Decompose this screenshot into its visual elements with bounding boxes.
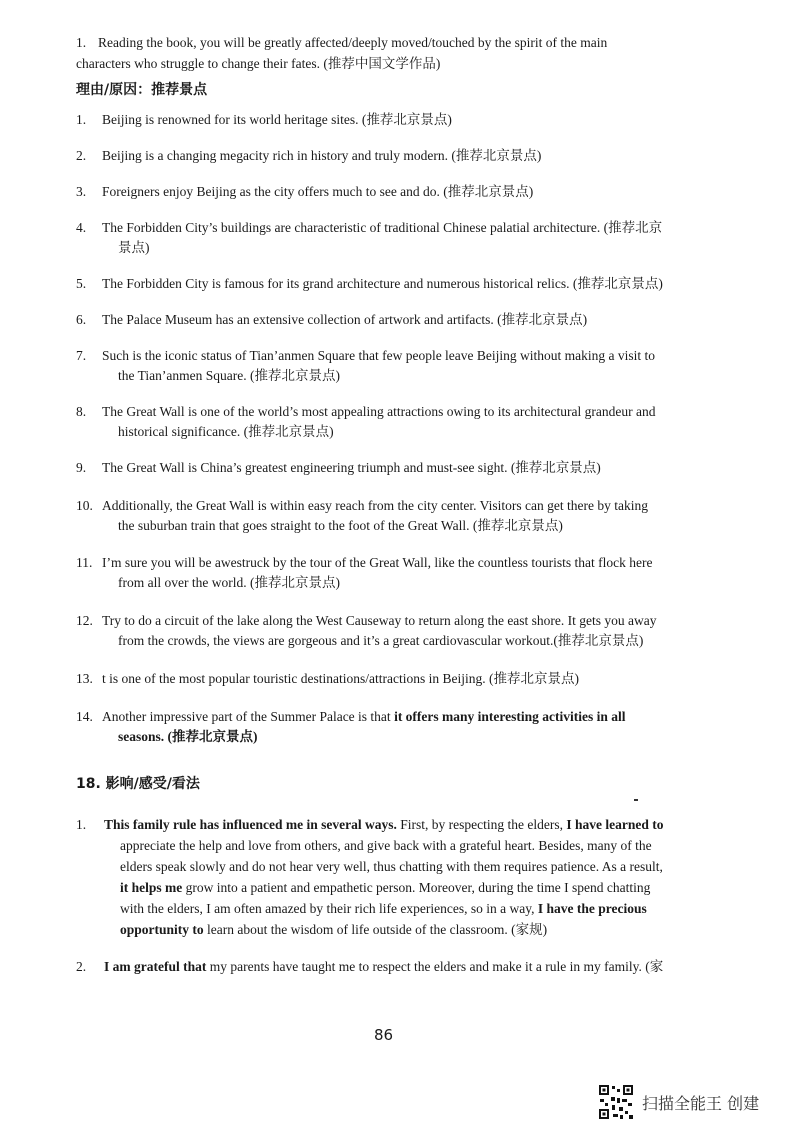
list-item: [76, 402, 686, 442]
bold-phrase: I have learned to: [566, 817, 664, 832]
list-item: [76, 274, 686, 294]
list-item: [76, 496, 686, 536]
item-number: 5.: [76, 276, 87, 291]
text-run: grow into a patient and empathetic person. Moreover, during the time I spend chatting: [182, 880, 651, 895]
item-text-continuation: the Tian’anmen Square. (推荐北京景点): [118, 368, 340, 383]
item-text-continuation: historical significance. (推荐北京景点): [118, 424, 334, 439]
list-item: [76, 611, 686, 651]
item-text: Another impressive part of the Summer Palace is that: [102, 709, 395, 724]
item-text: Foreigners enjoy Beijing as the city offers much to see and do. (推荐北京景点): [102, 184, 534, 199]
list-item: [76, 669, 686, 689]
item-text-continuation: the suburban train that goes straight to the foot of the Great Wall. (推荐北京景点): [118, 518, 563, 533]
qr-code-icon: [598, 1084, 634, 1120]
item-text: Beijing is renowned for its world heritage sites. (推荐北京景点): [102, 112, 452, 127]
page-number: 86: [374, 1026, 394, 1044]
stray-mark: [634, 799, 638, 801]
intro-paragraph: [76, 32, 676, 74]
list-item: [76, 707, 686, 747]
section18-item-1: [76, 814, 690, 940]
item-text-continuation: from the crowds, the views are gorgeous and it’s a great cardiovascular workout.(推荐北京景点): [118, 633, 644, 648]
item-number: 13.: [76, 671, 93, 686]
item-text: The Great Wall is China’s greatest engineering triumph and must-see sight. (推荐北京景点): [102, 460, 601, 475]
item-text: I’m sure you will be awestruck by the tour of the Great Wall, like the countless tourists that flock here: [102, 555, 653, 570]
item-number: 2.: [76, 148, 87, 163]
text-run: First, by respecting the elders,: [396, 817, 567, 832]
item-number: 9.: [76, 460, 87, 475]
item-text: Try to do a circuit of the lake along the West Causeway to return along the east shore. It gets you away: [102, 613, 657, 628]
list-item: [76, 182, 686, 202]
item-number: 11.: [76, 555, 93, 570]
list-item: [76, 146, 686, 166]
item-text: The Palace Museum has an extensive collection of artwork and artifacts. (推荐北京景点): [102, 312, 588, 327]
bold-phrase: This family rule has influenced me in several ways.: [104, 817, 397, 832]
scanner-watermark: [598, 1084, 759, 1120]
bold-phrase: I am grateful that: [104, 959, 207, 974]
bold-phrase: opportunity to: [120, 922, 204, 937]
list-item: [76, 458, 686, 478]
item-text-bold: it offers many interesting activities in all: [394, 709, 626, 724]
item-text: Beijing is a changing megacity rich in history and truly modern. (推荐北京景点): [102, 148, 542, 163]
item-text-continuation: seasons. (推荐北京景点): [118, 729, 258, 744]
item-text: Such is the iconic status of Tian’anmen Square that few people leave Beijing without making a visit to: [102, 348, 656, 363]
bold-phrase: I have the precious: [537, 901, 647, 916]
item-number: 12.: [76, 613, 93, 628]
item-text: t is one of the most popular touristic destinations/attractions in Beijing. (推荐北京景点): [102, 671, 579, 686]
list-item: [76, 218, 686, 258]
list-item: [76, 310, 686, 330]
section-heading-18: 18. 影响/感受/看法: [76, 776, 200, 792]
item-number: 8.: [76, 404, 87, 419]
item-text-continuation: 景点): [118, 240, 150, 255]
item-text: The Great Wall is one of the world’s most appealing attractions owing to its architectural grandeur and: [102, 404, 656, 419]
item-text-continuation: from all over the world. (推荐北京景点): [118, 575, 340, 590]
intro-line-2: characters who struggle to change their fates. (推荐中国文学作品): [76, 56, 441, 71]
text-run: with the elders, I am often amazed by their rich life experiences, so in a way,: [120, 901, 538, 916]
text-run: my parents have taught me to respect the elders and make it a rule in my family. (家: [206, 959, 664, 974]
section18-item-2: [76, 956, 690, 977]
item-number: 6.: [76, 312, 87, 327]
list-item: [76, 110, 686, 130]
item-number: 4.: [76, 220, 87, 235]
section-heading-reasons: 理由/原因：推荐景点: [76, 82, 208, 98]
list-item: [76, 553, 686, 593]
item-text: Additionally, the Great Wall is within easy reach from the city center. Visitors can get there by taking: [102, 498, 648, 513]
item-number: 7.: [76, 348, 87, 363]
text-line: appreciate the help and love from others, and give back with a grateful heart. Besides, many of the: [120, 838, 652, 853]
item-text: The Forbidden City is famous for its grand architecture and numerous historical relics. (推荐北京景点): [102, 276, 663, 291]
item-number: 1.: [76, 817, 87, 832]
item-number: 14.: [76, 709, 93, 724]
intro-number: 1.: [76, 35, 87, 50]
item-number: 10.: [76, 498, 93, 513]
item-text: The Forbidden City’s buildings are characteristic of traditional Chinese palatial architecture. (推荐北京: [102, 220, 663, 235]
list-item: [76, 346, 686, 386]
item-number: 3.: [76, 184, 87, 199]
intro-line-1: Reading the book, you will be greatly affected/deeply moved/touched by the spirit of the main: [98, 35, 608, 50]
item-number: 1.: [76, 112, 87, 127]
text-line: elders speak slowly and do not hear very well, thus chatting with them requires patience. As a result,: [120, 859, 663, 874]
item-number: 2.: [76, 959, 87, 974]
text-run: learn about the wisdom of life outside of the classroom. (家规): [203, 922, 548, 937]
bold-phrase: it helps me: [120, 880, 183, 895]
scanner-label: 扫描全能王 创建: [642, 1093, 760, 1113]
